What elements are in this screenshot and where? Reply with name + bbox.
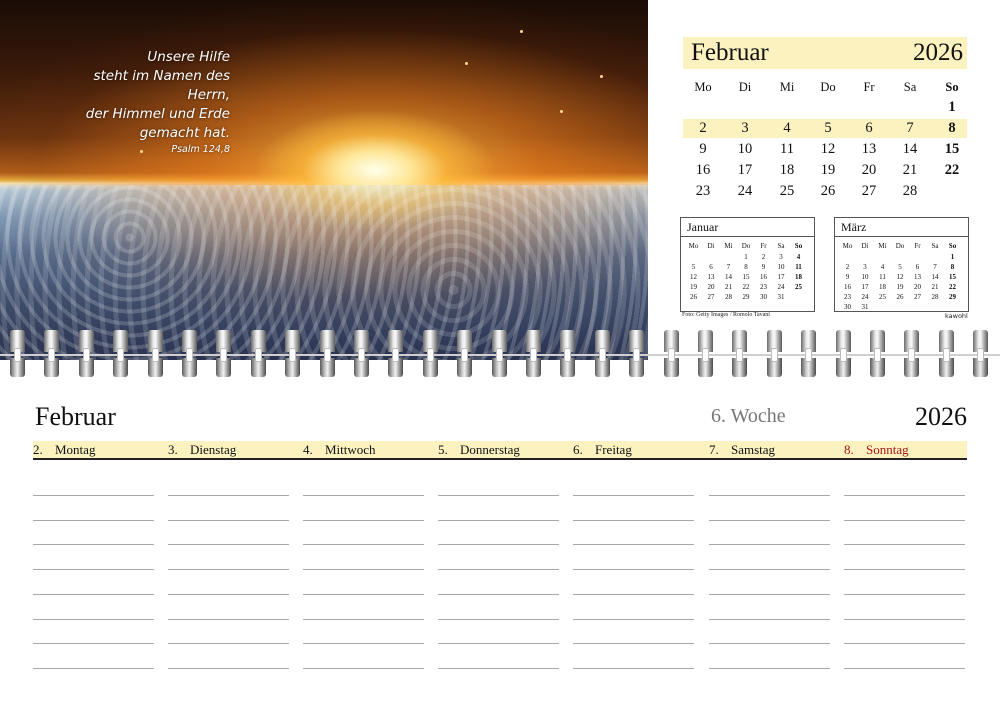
note-line[interactable] (438, 520, 559, 521)
mini-calendar-januar (680, 217, 815, 312)
note-line[interactable] (168, 643, 289, 644)
mini-day-cell: 18 (879, 283, 886, 291)
mini-day-cell: 5 (691, 263, 696, 271)
weekday-head: Fr (863, 80, 875, 94)
day-cell: 11 (780, 141, 794, 157)
mini-day-cell: 14 (725, 273, 732, 281)
mini-week-row (839, 282, 964, 292)
day-number: 7. (709, 442, 719, 457)
binding-ring (388, 330, 403, 377)
mini-day-cell: 29 (742, 293, 750, 301)
note-line[interactable] (709, 643, 830, 644)
note-line[interactable] (573, 643, 694, 644)
mini-weekday-head: Di (861, 242, 869, 250)
mini-day-cell: 2 (845, 263, 850, 271)
note-line[interactable] (303, 594, 424, 595)
mini-day-cell: 4 (796, 253, 801, 261)
verse-line: Unsere Hilfe (147, 49, 230, 65)
mini-weekday-heads (839, 241, 964, 251)
note-line[interactable] (303, 643, 424, 644)
day-number: 6. (573, 442, 583, 457)
day-cell: 13 (861, 141, 877, 157)
binding-ring (251, 330, 266, 377)
mini-week-row (839, 252, 964, 262)
weekday-column-head (844, 441, 909, 458)
mini-week-row (685, 272, 810, 282)
mini-day-cell: 26 (690, 293, 697, 301)
mini-day-cell: 30 (760, 293, 767, 301)
mini-weekday-head: Do (895, 242, 905, 250)
note-line[interactable] (573, 594, 694, 595)
weekday-heads (683, 78, 967, 97)
note-line[interactable] (573, 544, 694, 545)
binding-ring (320, 330, 335, 377)
mini-weekday-head: Di (707, 242, 715, 250)
mini-day-cell: 10 (861, 273, 869, 281)
note-line[interactable] (438, 569, 559, 570)
mini-day-cell: 9 (761, 263, 766, 271)
week-row (683, 161, 967, 180)
mini-day-cell: 3 (779, 253, 783, 261)
binding-ring (939, 330, 954, 377)
weekday-column-head (303, 441, 376, 458)
day-cell: 28 (902, 183, 918, 199)
day-name: Sonntag (866, 442, 909, 457)
star (465, 62, 468, 65)
note-line[interactable] (438, 594, 559, 595)
day-cell: 5 (824, 120, 832, 136)
day-cell: 14 (902, 141, 918, 157)
note-line[interactable] (168, 569, 289, 570)
day-number: 3. (168, 442, 178, 457)
note-line[interactable] (168, 594, 289, 595)
note-line[interactable] (438, 544, 559, 545)
mini-day-cell: 13 (707, 273, 715, 281)
mini-weekday-head: Mi (724, 242, 733, 250)
mini-day-cell: 19 (690, 283, 697, 291)
note-line[interactable] (709, 495, 830, 496)
day-cell: 3 (741, 120, 749, 136)
note-line[interactable] (168, 668, 289, 669)
note-line[interactable] (573, 668, 694, 669)
mini-day-cell: 13 (914, 273, 921, 281)
mini-day-cell: 27 (707, 293, 715, 301)
mini-day-cell: 11 (795, 263, 802, 271)
weekday-head: Sa (903, 80, 917, 94)
binding-ring (870, 330, 885, 377)
day-cell: 7 (906, 120, 914, 136)
day-number: 4. (303, 442, 313, 457)
binding-ring (113, 330, 128, 377)
star (560, 110, 563, 113)
note-line[interactable] (33, 544, 154, 545)
mini-day-cell: 12 (690, 273, 697, 281)
mini-day-cell: 26 (896, 293, 904, 301)
day-cell: 19 (820, 162, 836, 178)
mini-day-cell: 21 (725, 283, 732, 291)
verse-line: gemacht hat. (139, 125, 230, 141)
note-line[interactable] (303, 569, 424, 570)
day-cell: 26 (820, 183, 836, 199)
note-line[interactable] (709, 520, 830, 521)
binding-ring (44, 330, 59, 377)
mini-day-cell: 31 (861, 303, 869, 311)
binding-ring (732, 330, 747, 377)
mini-day-cell: 30 (844, 303, 851, 311)
mini-week-row (839, 292, 964, 302)
weekday-head: Di (738, 80, 752, 94)
note-line[interactable] (844, 619, 965, 620)
mini-day-cell: 25 (795, 283, 802, 291)
month-year: 2026 (913, 39, 963, 66)
note-line[interactable] (33, 668, 154, 669)
mini-day-cell: 6 (709, 263, 713, 271)
mini-day-cell: 16 (760, 273, 767, 281)
day-cell: 15 (944, 141, 960, 157)
day-cell: 9 (699, 141, 707, 157)
mini-day-cell: 15 (742, 273, 750, 281)
note-line[interactable] (168, 495, 289, 496)
day-name: Mittwoch (325, 442, 376, 457)
day-cell: 12 (820, 141, 836, 157)
mini-day-cell: 2 (761, 253, 766, 261)
mini-day-cell: 27 (914, 293, 921, 301)
note-line[interactable] (573, 495, 694, 496)
verse-line: der Himmel und Erde (85, 106, 230, 122)
note-line[interactable] (438, 643, 559, 644)
mini-week-row (685, 292, 810, 302)
mini-weekday-head: Sa (777, 242, 785, 250)
note-line[interactable] (573, 619, 694, 620)
mini-day-cell: 24 (861, 293, 869, 301)
weekday-head: Do (820, 80, 836, 94)
cover-photo (0, 0, 648, 360)
note-line[interactable] (33, 495, 154, 496)
mini-week-row (685, 252, 810, 262)
mini-week-row (839, 272, 964, 282)
binding-ring (423, 330, 438, 377)
day-cell: 8 (948, 120, 956, 136)
day-cell: 10 (737, 141, 753, 157)
mini-day-cell: 4 (880, 263, 885, 271)
month-grid (683, 78, 967, 203)
note-line[interactable] (844, 643, 965, 644)
mini-day-cell: 17 (861, 283, 869, 291)
mini-day-cell: 20 (914, 283, 921, 291)
weekday-head: Mo (694, 80, 712, 94)
day-name: Donnerstag (460, 442, 520, 457)
day-cell: 23 (695, 183, 711, 199)
day-cell: 22 (944, 162, 960, 178)
binding-ring (767, 330, 782, 377)
mini-day-cell: 1 (950, 253, 955, 261)
mini-day-cell: 17 (777, 273, 785, 281)
day-number: 5. (438, 442, 448, 457)
verse-reference: Psalm 124,8 (171, 144, 230, 155)
weekday-head: So (945, 80, 959, 94)
mini-week-row (685, 282, 810, 292)
mini-calendar-title: Januar (681, 218, 814, 237)
note-line[interactable] (303, 668, 424, 669)
mini-weekday-heads (685, 241, 810, 251)
binding-ring (526, 330, 541, 377)
binding-ring (664, 330, 679, 377)
day-cell: 20 (861, 162, 877, 178)
day-cell: 17 (737, 162, 753, 178)
week-number-label: 6. Woche (711, 405, 786, 427)
note-line[interactable] (573, 569, 694, 570)
mini-day-cell: 3 (863, 263, 867, 271)
mini-day-cell: 12 (896, 273, 904, 281)
note-line[interactable] (844, 495, 965, 496)
binding-ring (801, 330, 816, 377)
mini-day-cell: 23 (760, 283, 767, 291)
day-number: 2. (33, 442, 43, 457)
note-line[interactable] (33, 619, 154, 620)
note-line[interactable] (709, 569, 830, 570)
mini-day-cell: 22 (742, 283, 750, 291)
day-cell: 24 (737, 183, 753, 199)
mini-weekday-head: Mo (688, 242, 699, 250)
note-line[interactable] (844, 520, 965, 521)
day-name: Freitag (595, 442, 632, 457)
note-line[interactable] (33, 569, 154, 570)
week-row (683, 182, 967, 201)
mini-day-cell: 11 (879, 273, 886, 281)
day-cell: 27 (861, 183, 877, 199)
day-name: Montag (55, 442, 96, 457)
mini-day-cell: 20 (707, 283, 715, 291)
mini-day-cell: 25 (879, 293, 886, 301)
mini-day-cell: 28 (931, 293, 939, 301)
binding-ring (595, 330, 610, 377)
mini-weekday-head: Sa (931, 242, 939, 250)
binding-ring (629, 330, 644, 377)
note-line[interactable] (438, 495, 559, 496)
note-line[interactable] (573, 520, 694, 521)
weekday-header-bar (33, 441, 967, 460)
mini-day-cell: 19 (896, 283, 904, 291)
note-line[interactable] (709, 619, 830, 620)
binding-ring (560, 330, 575, 377)
note-line[interactable] (303, 619, 424, 620)
mini-week-row (839, 302, 964, 312)
mini-day-cell: 24 (777, 283, 785, 291)
binding-ring (457, 330, 472, 377)
mini-day-cell: 16 (844, 283, 851, 291)
mini-weekday-head: Mi (878, 242, 887, 250)
mini-day-cell: 8 (744, 263, 748, 271)
note-line[interactable] (709, 594, 830, 595)
weekday-column-head (709, 441, 775, 458)
note-line[interactable] (168, 619, 289, 620)
binding-ring (285, 330, 300, 377)
weekday-column-head (168, 441, 236, 458)
mini-calendar-maerz (834, 217, 969, 312)
note-line[interactable] (168, 544, 289, 545)
verse-line: steht im Namen des Herrn, (93, 68, 230, 103)
star (520, 30, 523, 33)
binding-ring (492, 330, 507, 377)
note-line[interactable] (844, 668, 965, 669)
binding-ring (148, 330, 163, 377)
week-month-title: Februar (35, 402, 116, 431)
mini-day-cell: 8 (950, 263, 955, 271)
note-line[interactable] (844, 544, 965, 545)
day-cell: 21 (902, 162, 918, 178)
star (600, 75, 603, 78)
weekday-head: Mi (779, 80, 795, 94)
day-cell: 16 (695, 162, 711, 178)
note-line[interactable] (33, 643, 154, 644)
note-line[interactable] (33, 520, 154, 521)
day-cell: 6 (865, 120, 873, 136)
mini-day-cell: 6 (915, 263, 920, 271)
week-year: 2026 (915, 402, 967, 431)
day-cell: 2 (699, 120, 707, 136)
note-line[interactable] (303, 520, 424, 521)
note-line[interactable] (168, 520, 289, 521)
mini-week-row (685, 262, 810, 272)
photo-credit: Foto: Getty Images / Romolo Tavani (682, 312, 770, 318)
bible-verse (60, 48, 230, 157)
binding-ring (973, 330, 988, 377)
mini-day-cell: 7 (933, 263, 937, 271)
weekday-column-head (438, 441, 520, 458)
mini-day-cell: 29 (949, 293, 956, 301)
mini-day-cell: 18 (795, 273, 802, 281)
mini-day-cell: 22 (949, 283, 956, 291)
mini-day-cell: 15 (949, 273, 956, 281)
mini-day-cell: 1 (744, 253, 748, 261)
mini-day-cell: 21 (931, 283, 939, 291)
mini-day-cell: 9 (845, 273, 850, 281)
mini-weekday-head: So (794, 242, 803, 250)
day-name: Dienstag (190, 442, 237, 457)
binding-ring (698, 330, 713, 377)
month-header (683, 37, 967, 69)
mini-week-row (839, 262, 964, 272)
day-cell: 25 (779, 183, 795, 199)
day-cell: 4 (783, 120, 791, 136)
note-line[interactable] (438, 668, 559, 669)
binding-ring (216, 330, 231, 377)
mini-day-cell: 23 (844, 293, 851, 301)
note-line[interactable] (303, 544, 424, 545)
note-line[interactable] (303, 495, 424, 496)
day-name: Samstag (731, 442, 776, 457)
mini-day-cell: 10 (777, 263, 785, 271)
mini-day-cell: 28 (725, 293, 732, 301)
week-row (683, 140, 967, 159)
binding-ring (904, 330, 919, 377)
mini-weekday-head: Do (741, 242, 751, 250)
mini-day-cell: 7 (726, 263, 731, 271)
note-line[interactable] (438, 619, 559, 620)
binding-ring (182, 330, 197, 377)
binding-ring (354, 330, 369, 377)
publisher-logo: kawohl (945, 312, 968, 320)
note-line[interactable] (844, 594, 965, 595)
day-cell: 18 (779, 162, 795, 178)
note-line[interactable] (844, 569, 965, 570)
mini-day-cell: 14 (931, 273, 939, 281)
month-name: Februar (691, 39, 769, 66)
weekday-column-head (573, 441, 632, 458)
mini-weekday-head: Fr (760, 242, 767, 250)
mini-calendar-title: März (835, 218, 968, 237)
note-line[interactable] (709, 544, 830, 545)
weekday-column-head (33, 441, 95, 458)
binding-ring (79, 330, 94, 377)
binding-ring (10, 330, 25, 377)
note-line[interactable] (33, 594, 154, 595)
mini-weekday-head: Mo (842, 242, 853, 250)
binding-ring (836, 330, 851, 377)
mini-day-cell: 5 (898, 263, 902, 271)
current-week-row (683, 119, 967, 138)
mini-weekday-head: Fr (914, 242, 921, 250)
mini-day-cell: 31 (777, 293, 785, 301)
day-number: 8. (844, 442, 854, 457)
day-cell: 1 (948, 99, 956, 115)
week-row (683, 98, 967, 117)
mini-weekday-head: So (948, 242, 957, 250)
note-line[interactable] (709, 668, 830, 669)
